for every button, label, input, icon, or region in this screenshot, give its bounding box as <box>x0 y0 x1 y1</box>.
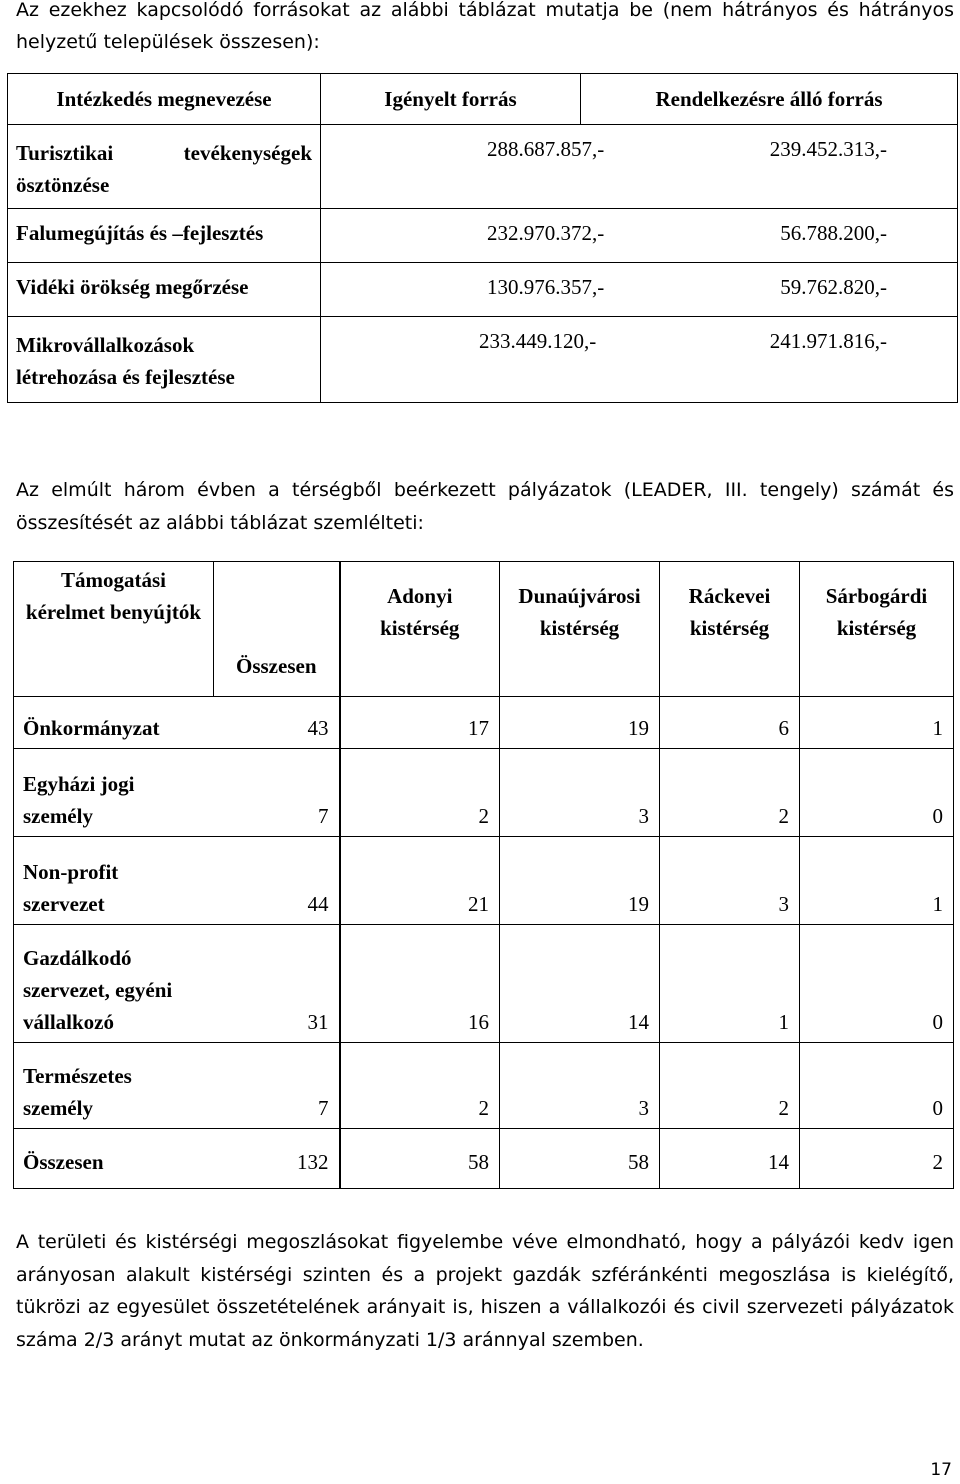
funding-table <box>7 73 958 403</box>
adony-value: 2 <box>340 749 500 837</box>
adony-value: 16 <box>340 925 500 1043</box>
available-amount: 56.788.200,- <box>581 209 958 263</box>
available-amount: 241.971.816,- <box>581 317 958 403</box>
dunaujvaros-value: 19 <box>500 837 660 925</box>
table-total-row <box>14 1129 954 1189</box>
closing-paragraph: A területi és kistérségi megoszlásokat figyelembe véve elmondható, hogy a pályázói kedv igen arányosan alakult kistérségi szinten és a projekt gazdák szféránkénti megoszlása is kielégítő, tükrözi az egyesület összetételének arányait is, hiszen a vállalkozói és civil szervezeti pályázatok száma 2/3 arányt mutat az önkormányzati 1/3 aránnyal szemben. <box>16 1231 954 1351</box>
available-amount: 239.452.313,- <box>581 125 958 209</box>
measure-name: Mikrovállalkozások létrehozása és fejlesztése <box>8 317 321 403</box>
adony-value: 2 <box>340 1043 500 1129</box>
applicant-type: Gazdálkodó szervezet, egyéni vállalkozó <box>14 925 214 1043</box>
header-adony: Adonyi kistérség <box>340 562 500 697</box>
sarbogard-value: 0 <box>800 749 954 837</box>
header-available: Rendelkezésre álló forrás <box>581 74 958 125</box>
submissions-paragraph: Az elmúlt három évben a térségből beérkezett pályázatok (LEADER, III. tengely) számát és összesítését az alábbi táblázat szemlélteti: <box>16 479 954 534</box>
total-value: 31 <box>214 925 340 1043</box>
table-row <box>14 925 954 1043</box>
dunaujvaros-value: 58 <box>500 1129 660 1189</box>
total-value: 7 <box>214 1043 340 1129</box>
header-total: Összesen <box>214 562 340 697</box>
header-rackeve: Ráckevei kistérség <box>660 562 800 697</box>
header-dunaujvaros: Dunaújvárosi kistérség <box>500 562 660 697</box>
rackeve-value: 6 <box>660 697 800 749</box>
page-number: 17 <box>930 1460 952 1480</box>
applicant-type: Természetes személy <box>14 1043 214 1129</box>
applicant-type: Összesen <box>14 1129 214 1189</box>
adony-value: 58 <box>340 1129 500 1189</box>
applications-table <box>13 561 954 1189</box>
table-row <box>8 263 958 317</box>
adony-value: 21 <box>340 837 500 925</box>
dunaujvaros-value: 14 <box>500 925 660 1043</box>
table-row <box>8 125 958 209</box>
total-value: 44 <box>214 837 340 925</box>
sarbogard-value: 1 <box>800 837 954 925</box>
requested-amount: 288.687.857,- <box>321 125 581 209</box>
adony-value: 17 <box>340 697 500 749</box>
measure-name: Turisztikai tevékenységek ösztönzése <box>8 125 321 209</box>
header-requested: Igényelt forrás <box>321 74 581 125</box>
funding-table-header <box>8 74 958 125</box>
rackeve-value: 14 <box>660 1129 800 1189</box>
total-value: 7 <box>214 749 340 837</box>
table-row <box>8 209 958 263</box>
rackeve-value: 1 <box>660 925 800 1043</box>
applications-table-header <box>14 562 954 697</box>
dunaujvaros-value: 3 <box>500 1043 660 1129</box>
rackeve-value: 2 <box>660 749 800 837</box>
sarbogard-value: 0 <box>800 925 954 1043</box>
sarbogard-value: 2 <box>800 1129 954 1189</box>
rackeve-value: 3 <box>660 837 800 925</box>
intro-paragraph: Az ezekhez kapcsolódó forrásokat az alábbi táblázat mutatja be (nem hátrányos és hátrányos helyzetű települések összesen): <box>16 0 954 53</box>
total-value: 43 <box>214 697 340 749</box>
header-applicants: Támogatási kérelmet benyújtók <box>14 562 214 697</box>
applicant-type: Önkormányzat <box>14 697 214 749</box>
table-row <box>14 749 954 837</box>
requested-amount: 232.970.372,- <box>321 209 581 263</box>
requested-amount: 233.449.120,- <box>321 317 581 403</box>
sarbogard-value: 1 <box>800 697 954 749</box>
total-value: 132 <box>214 1129 340 1189</box>
table-row <box>14 697 954 749</box>
table-row <box>8 317 958 403</box>
measure-name: Vidéki örökség megőrzése <box>8 263 321 317</box>
available-amount: 59.762.820,- <box>581 263 958 317</box>
dunaujvaros-value: 19 <box>500 697 660 749</box>
applicant-type: Egyházi jogi személy <box>14 749 214 837</box>
table-row <box>14 1043 954 1129</box>
applicant-type: Non-profit szervezet <box>14 837 214 925</box>
dunaujvaros-value: 3 <box>500 749 660 837</box>
requested-amount: 130.976.357,- <box>321 263 581 317</box>
header-measure-name: Intézkedés megnevezése <box>8 74 321 125</box>
sarbogard-value: 0 <box>800 1043 954 1129</box>
table-row <box>14 837 954 925</box>
measure-name: Falumegújítás és –fejlesztés <box>8 209 321 263</box>
header-sarbogard: Sárbogárdi kistérség <box>800 562 954 697</box>
rackeve-value: 2 <box>660 1043 800 1129</box>
